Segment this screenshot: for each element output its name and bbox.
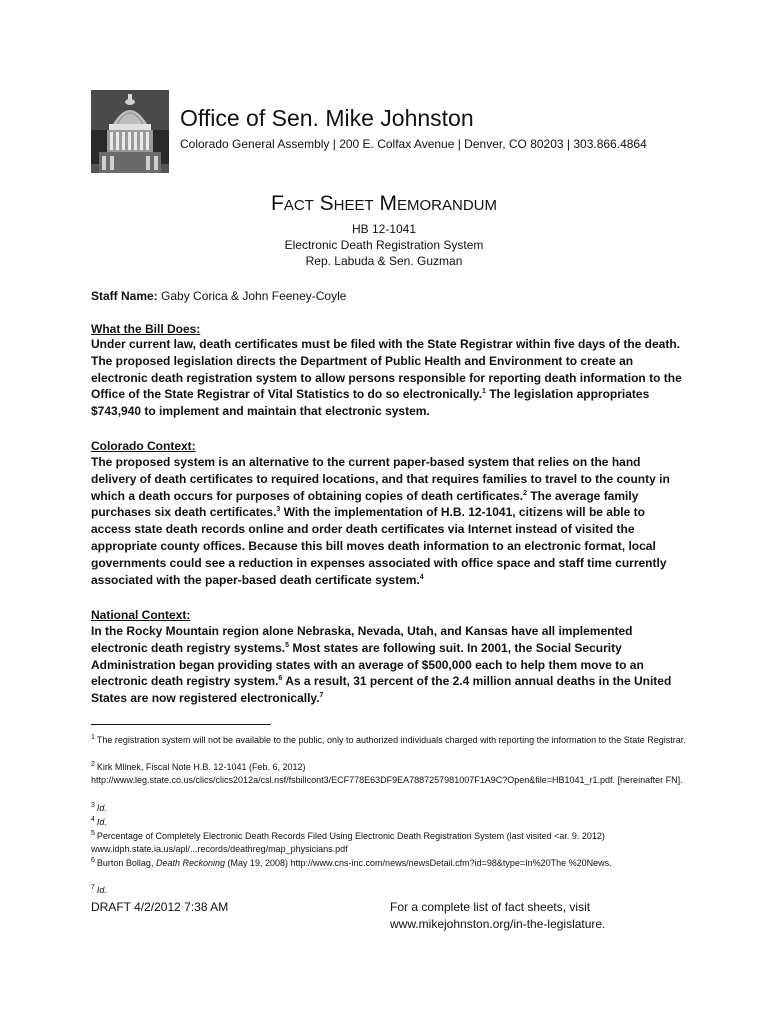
footnote-ref: 4: [419, 573, 424, 581]
draft-timestamp: DRAFT 4/2/2012 7:38 AM: [91, 900, 229, 914]
bill-number: HB 12-1041: [351, 222, 417, 236]
footnote-ref: 7: [319, 692, 324, 700]
footnote-ref: 3: [276, 506, 281, 514]
bill-name: Electronic Death Registration System: [284, 238, 484, 252]
staff-name: [91, 288, 691, 304]
footnote-5: $^5$ Percentage of Completely Electronic Death Records Filed Using Electronic Death Registration System (last visited <ar. 9. 2012) www.idph.state.ia.us/apl/...records/deathreg/map_physicians.pdf: [91, 830, 605, 854]
footnote-7: $^7$ Id.: [91, 884, 107, 895]
paragraph-national: In the Rocky Mountain region alone Nebraska, Nevada, Utah, and Kansas have all implemented electronic death registry systems.$^5$ Most states are following suit. In 2001, the Social Security Administration began providing states with an average of $500,000 each to help them move to an electronic death registry system.$^6$ As a result, 31 percent of the 2.4 million annual deaths in the United States are now registered electronically.$^7$: [91, 624, 672, 706]
footnote-6: $^6$ Burton Bollag, Death Reckoning (May 19, 2008) http://www.cns-inc.com/news/newsDetail.cfm?id=98&type=In%20The %20News.: [91, 857, 612, 868]
fact-sheets-note: [390, 899, 710, 933]
footnote-ref: 5: [285, 641, 289, 649]
section-heading-colorado: Colorado Context:: [91, 439, 196, 453]
section-heading-bill-does: What the Bill Does:: [91, 322, 201, 336]
footnote-1: $^1$ The registration system will not be available to the public, only to authorized individuals charged with reporting the information to the State Registrar.: [91, 734, 686, 745]
footnote-ref: 2: [523, 489, 527, 497]
footnote-3: $^3$ Id.: [91, 802, 107, 813]
footnote-2: $^2$ Kirk Mlinek, Fiscal Note H.B. 12-1041 (Feb. 6, 2012) http://www.leg.state.co.us/clics/clics2012a/csl.nsf/fsbillcont3/ECF778E63DF9EA7887257981007F1A9C?Open&file=HB1041_r1.pdf. [hereinafter FN].: [91, 761, 683, 785]
office-address: Colorado General Assembly | 200 E. Colfax Avenue | Denver, CO 80203 | 303.866.4864: [180, 137, 647, 151]
fact-sheets-note-line1: For a complete list of fact sheets, visit: [390, 900, 591, 914]
office-title: Office of Sen. Mike Johnston: [180, 105, 474, 131]
footnote-4: $^4$ Id.: [91, 816, 107, 827]
fact-sheets-link[interactable]: www.mikejohnston.org/in-the-legislature.: [390, 917, 606, 931]
bill-sponsors: Rep. Labuda & Sen. Guzman: [305, 254, 463, 268]
paragraph-bill-does: Under current law, death certificates must be filed with the State Registrar within five days of the death. The proposed legislation directs the Department of Public Health and Environment to create an electronic death registration system to allow persons responsible for reporting death information to the Office of the State Registrar of Vital Statistics to do so electronically.$^1$ The legislation appropriates $743,940 to implement and maintain that electronic system.: [91, 337, 682, 419]
footnote-ref: 1: [481, 388, 486, 396]
capitol-dome-logo: [91, 90, 169, 173]
footnote-divider: [91, 724, 271, 725]
fact-sheet-title: Fact Sheet Memorandum: [271, 192, 497, 215]
section-heading-national: National Context:: [91, 608, 191, 622]
staff-label: Staff Name:: [91, 289, 158, 303]
staff-value: Gaby Corica & John Feeney-Coyle: [157, 289, 347, 303]
paragraph-colorado: The proposed system is an alternative to the current paper-based system that relies on the hand delivery of death certificates to required locations, and that requires families to travel to the county in which a death occurs for purposes of obtaining copies of death certificates.$^2$ The average family purchases six death certificates.$^3$ With the implementation of H.B. 12-1041, citizens will be able to access state death records online and order death certificates via Internet instead of visited the appropriate county offices. Because this bill moves death information to an electronic format, local governments could see a reduction in expenses associated with office space and staff time currently associated with the paper-based death certificate system.$^4$: [91, 455, 670, 587]
footnote-ref: 6: [278, 675, 283, 683]
